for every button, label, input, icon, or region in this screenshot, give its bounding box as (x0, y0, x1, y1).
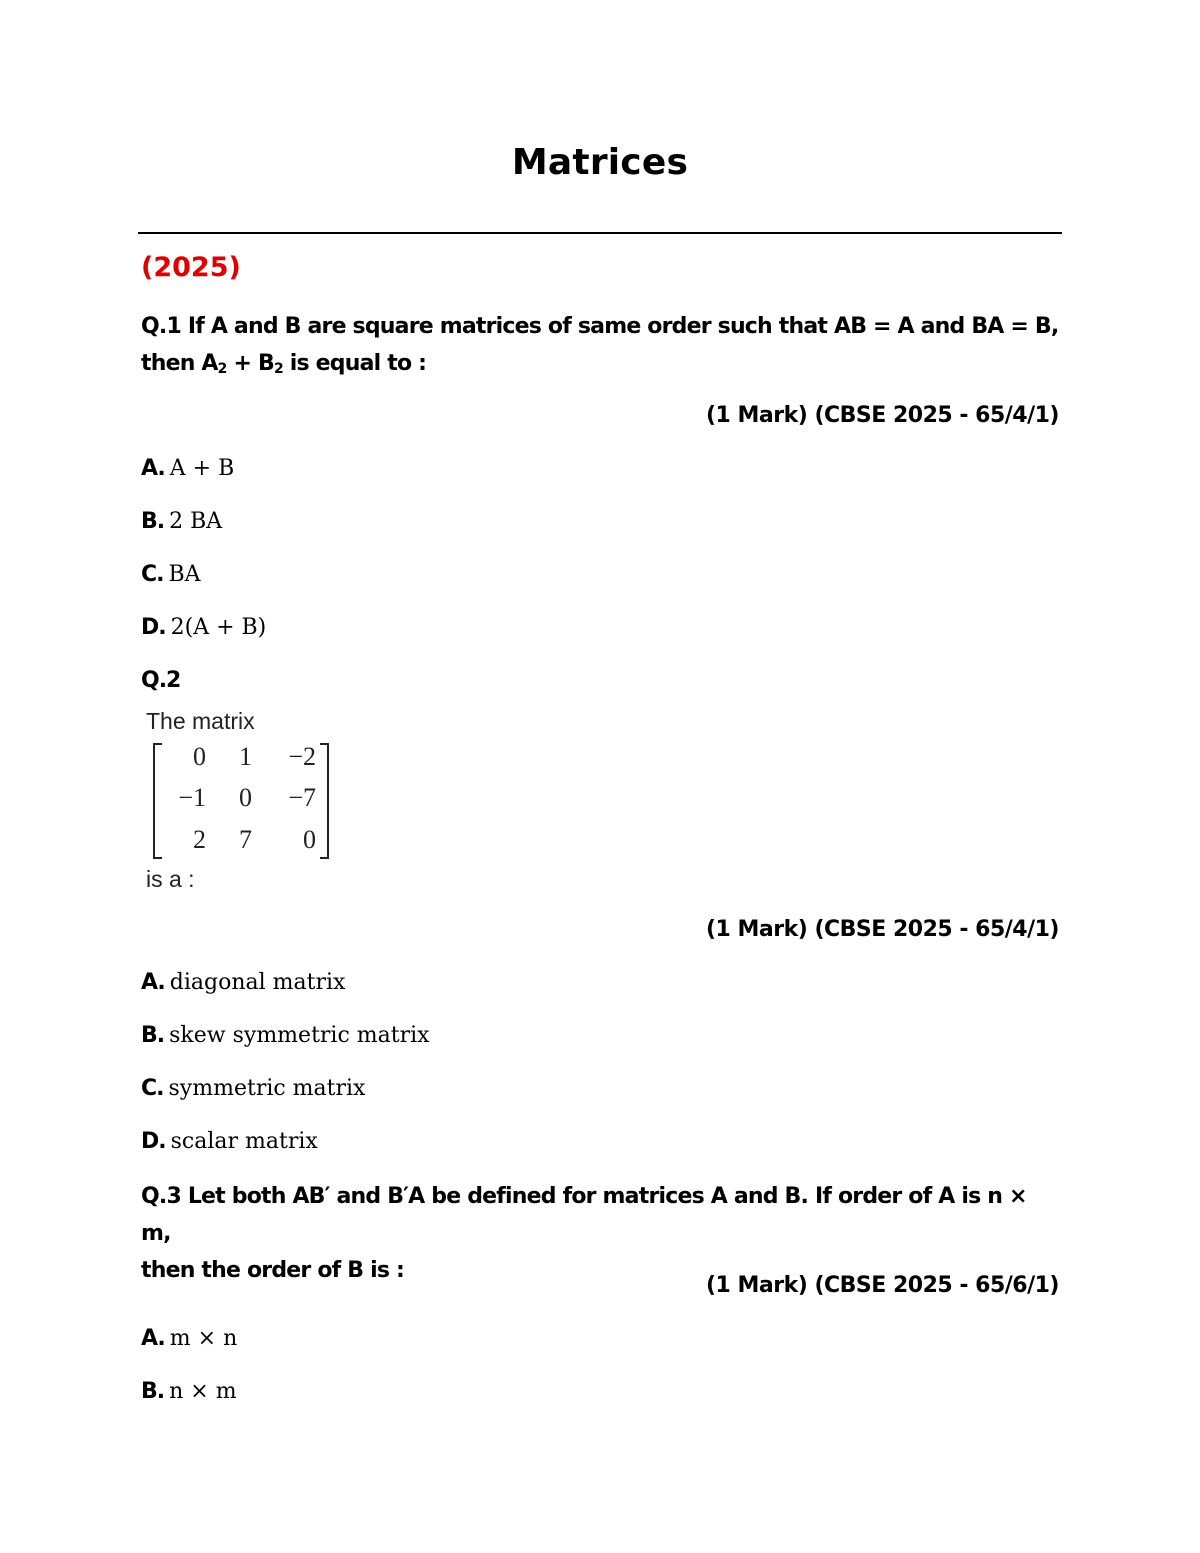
matrix-cell: 2 (193, 825, 206, 854)
title-divider (138, 232, 1062, 234)
question-1-option-b: B. 2 BA (141, 509, 223, 534)
question-3-option-b: B. n × m (141, 1379, 237, 1404)
question-2-option-d: D. scalar matrix (141, 1129, 318, 1154)
question-2-option-c: C. symmetric matrix (141, 1076, 366, 1101)
question-3-line-2: then the order of B is : (141, 1258, 404, 1283)
question-1-marks: (1 Mark) (CBSE 2025 - 65/4/1) (706, 403, 1059, 428)
question-1-option-c: C. BA (141, 562, 201, 587)
question-2-option-a: A. diagonal matrix (141, 970, 346, 995)
question-1-option-a: A. A + B (141, 456, 235, 481)
question-1 (141, 308, 1061, 382)
matrix-cell: −2 (288, 742, 316, 771)
question-2-option-b: B. skew symmetric matrix (141, 1023, 430, 1048)
question-2-number: Q.2 (141, 668, 181, 693)
question-2-intro: The matrix (146, 708, 255, 734)
question-3-marks: (1 Mark) (CBSE 2025 - 65/6/1) (706, 1273, 1059, 1298)
question-1-line-2: then $A_2 + B_2$ is equal to : (141, 351, 427, 377)
question-3-line-1: Q.3 Let both AB′ and B′A be defined for matrices A and B. If order of A is n × m, (141, 1184, 1027, 1246)
question-2-matrix (150, 742, 332, 860)
year-heading: (2025) (141, 252, 241, 283)
question-1-option-d: D. 2(A + B) (141, 615, 267, 640)
matrix-cell: 1 (239, 742, 252, 771)
matrix-cell: 0 (239, 783, 252, 812)
matrix-cell: 7 (239, 825, 252, 854)
matrix-cell: −7 (288, 783, 316, 812)
matrix-cell: 0 (303, 825, 316, 854)
page-title: Matrices (511, 142, 689, 183)
question-2-marks: (1 Mark) (CBSE 2025 - 65/4/1) (706, 917, 1059, 942)
question-2-outro: is a : (146, 866, 195, 892)
question-1-line-1: Q.1 If A and B are square matrices of same order such that AB = A and BA = B, (141, 314, 1059, 339)
matrix-cell: −1 (178, 783, 206, 812)
matrix-cell: 0 (193, 742, 206, 771)
question-3-option-a: A. m × n (141, 1326, 238, 1351)
